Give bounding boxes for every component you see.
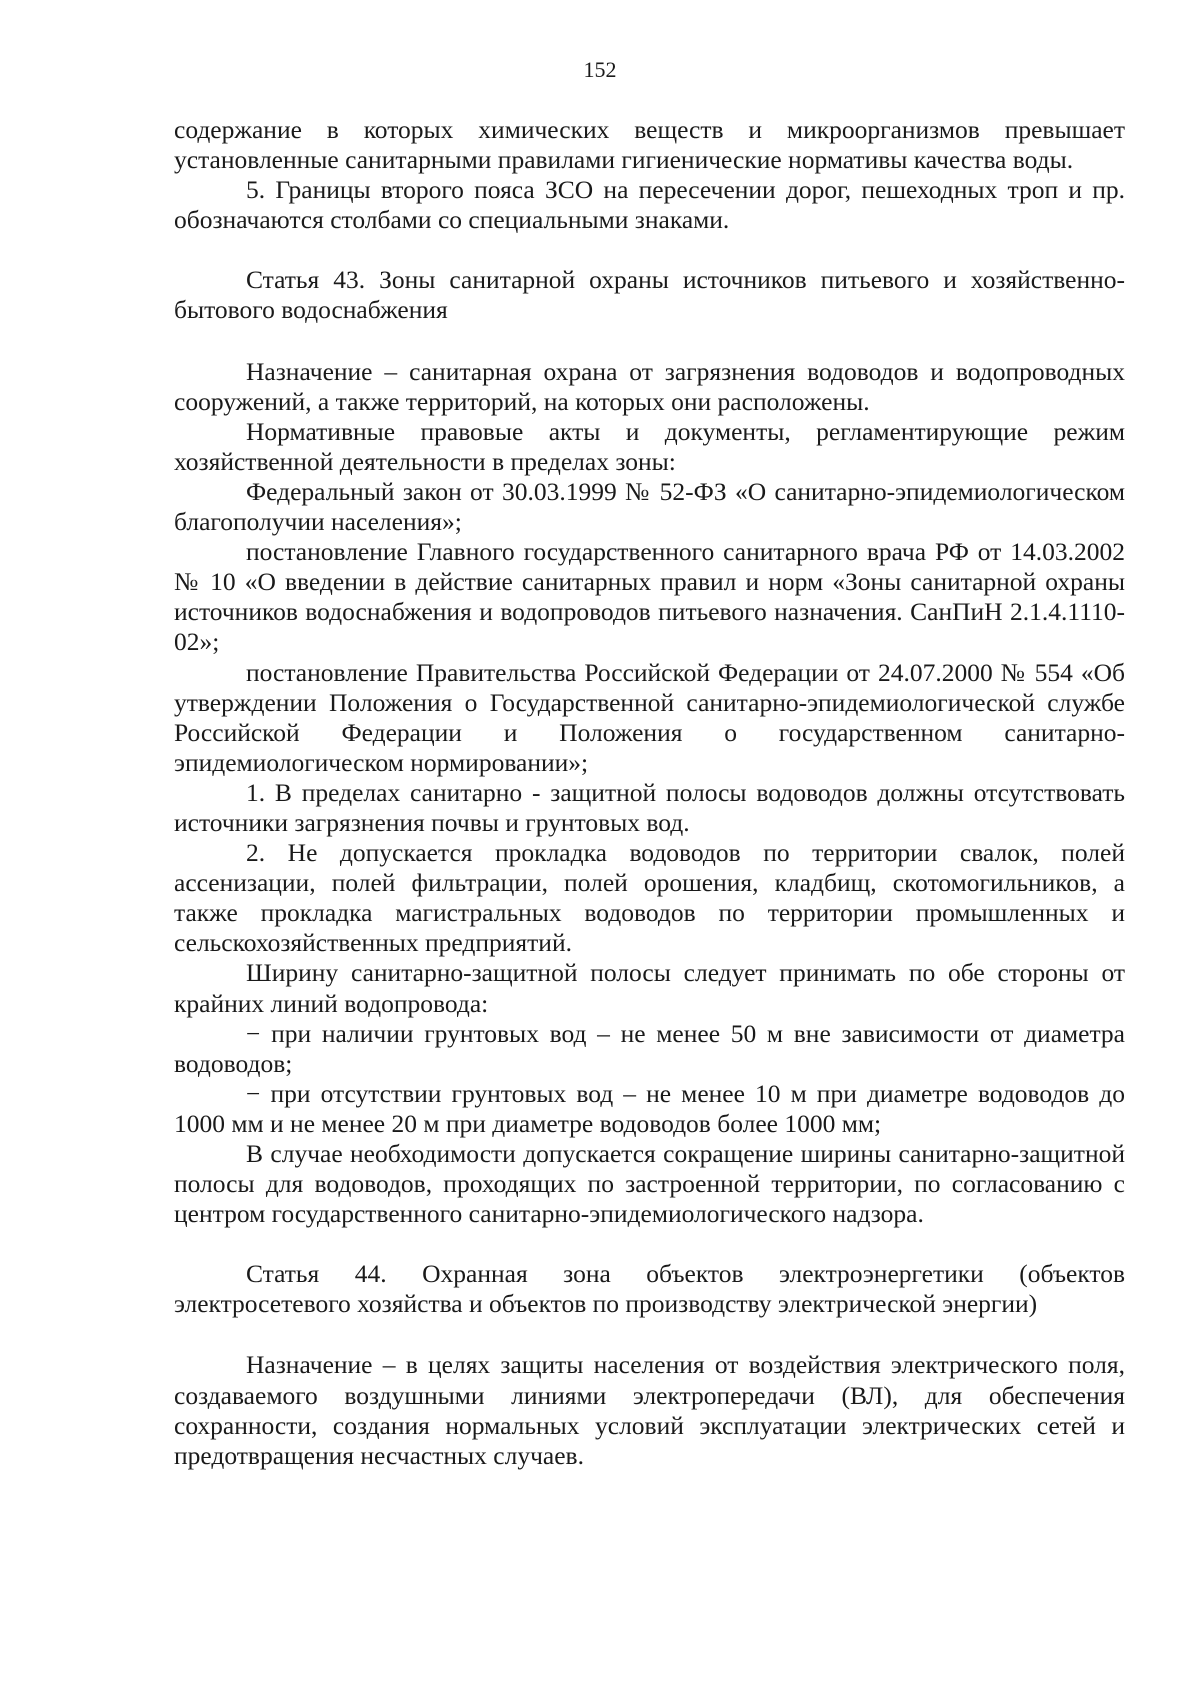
- legal-acts-intro: Нормативные правовые акты и документы, регламентирующие режим хозяйственной деятельности в пределах зоны:: [174, 416, 1125, 476]
- paragraph-item-5: 5. Границы второго пояса ЗСО на пересечении дорог, пешеходных троп и пр. обозначаются столбами со специальными знаками.: [174, 175, 1125, 235]
- rule-2: 2. Не допускается прокладка водоводов по территории свалок, полей ассенизации, полей фильтрации, полей орошения, кладбищ, скотомогильников, а также прокладка магистральных водоводов по территории промышленных и сельскохозяйственных предприятий.: [174, 838, 1125, 958]
- article-44-heading: Статья 44. Охранная зона объектов электроэнергетики (объектов электросетевого хозяйства и объектов по производству электрической энергии): [174, 1259, 1125, 1319]
- legal-act-sanitary-resolution: постановление Главного государственного санитарного врача РФ от 14.03.2002 № 10 «О введении в действие санитарных правил и норм «Зоны санитарной охраны источников водоснабжения и водопроводов питьевого назначения. СанПиН 2.1.4.1110-02»;: [174, 537, 1125, 657]
- article-44-purpose: Назначение – в целях защиты населения от воздействия электрического поля, создаваемого воздушными линиями электропередачи (ВЛ), для обеспечения сохранности, создания нормальных условий эксплуатации электрических сетей и предотвращения несчастных случаев.: [174, 1350, 1125, 1470]
- legal-act-federal-law: Федеральный закон от 30.03.1999 № 52-ФЗ «О санитарно-эпидемиологическом благополучии населения»;: [174, 476, 1125, 537]
- strip-width-with-groundwater: − при наличии грунтовых вод – не менее 50 м вне зависимости от диаметра водоводов;: [174, 1018, 1125, 1078]
- document-body: [174, 115, 1125, 1471]
- article-43-purpose: Назначение – санитарная охрана от загрязнения водоводов и водопроводных сооружений, а также территорий, на которых они расположены.: [174, 356, 1125, 416]
- paragraph-continuation: содержание в которых химических веществ и микроорганизмов превышает установленные санитарными правилами гигиенические нормативы качества воды.: [174, 115, 1125, 175]
- strip-width-reduction: В случае необходимости допускается сокращение ширины санитарно-защитной полосы для водоводов, проходящих по застроенной территории, по согласованию с центром государственного санитарно-эпидемиологического надзора.: [174, 1139, 1125, 1229]
- legal-act-government-resolution: постановление Правительства Российской Федерации от 24.07.2000 № 554 «Об утверждении Положения о Государственной санитарно-эпидемиологической службе Российской Федерации и Положения о государственном санитарно-эпидемиологическом нормировании»;: [174, 657, 1125, 777]
- page-number: 152: [583, 57, 617, 82]
- rule-1: 1. В пределах санитарно - защитной полосы водоводов должны отсутствовать источники загрязнения почвы и грунтовых вод.: [174, 777, 1125, 837]
- strip-width-intro: Ширину санитарно-защитной полосы следует принимать по обе стороны от крайних линий водопровода:: [174, 958, 1125, 1018]
- strip-width-without-groundwater: − при отсутствии грунтовых вод – не менее 10 м при диаметре водоводов до 1000 мм и не менее 20 м при диаметре водоводов более 1000 мм;: [174, 1078, 1125, 1138]
- article-43-heading: Статья 43. Зоны санитарной охраны источников питьевого и хозяйственно-бытового водоснабжения: [174, 265, 1125, 325]
